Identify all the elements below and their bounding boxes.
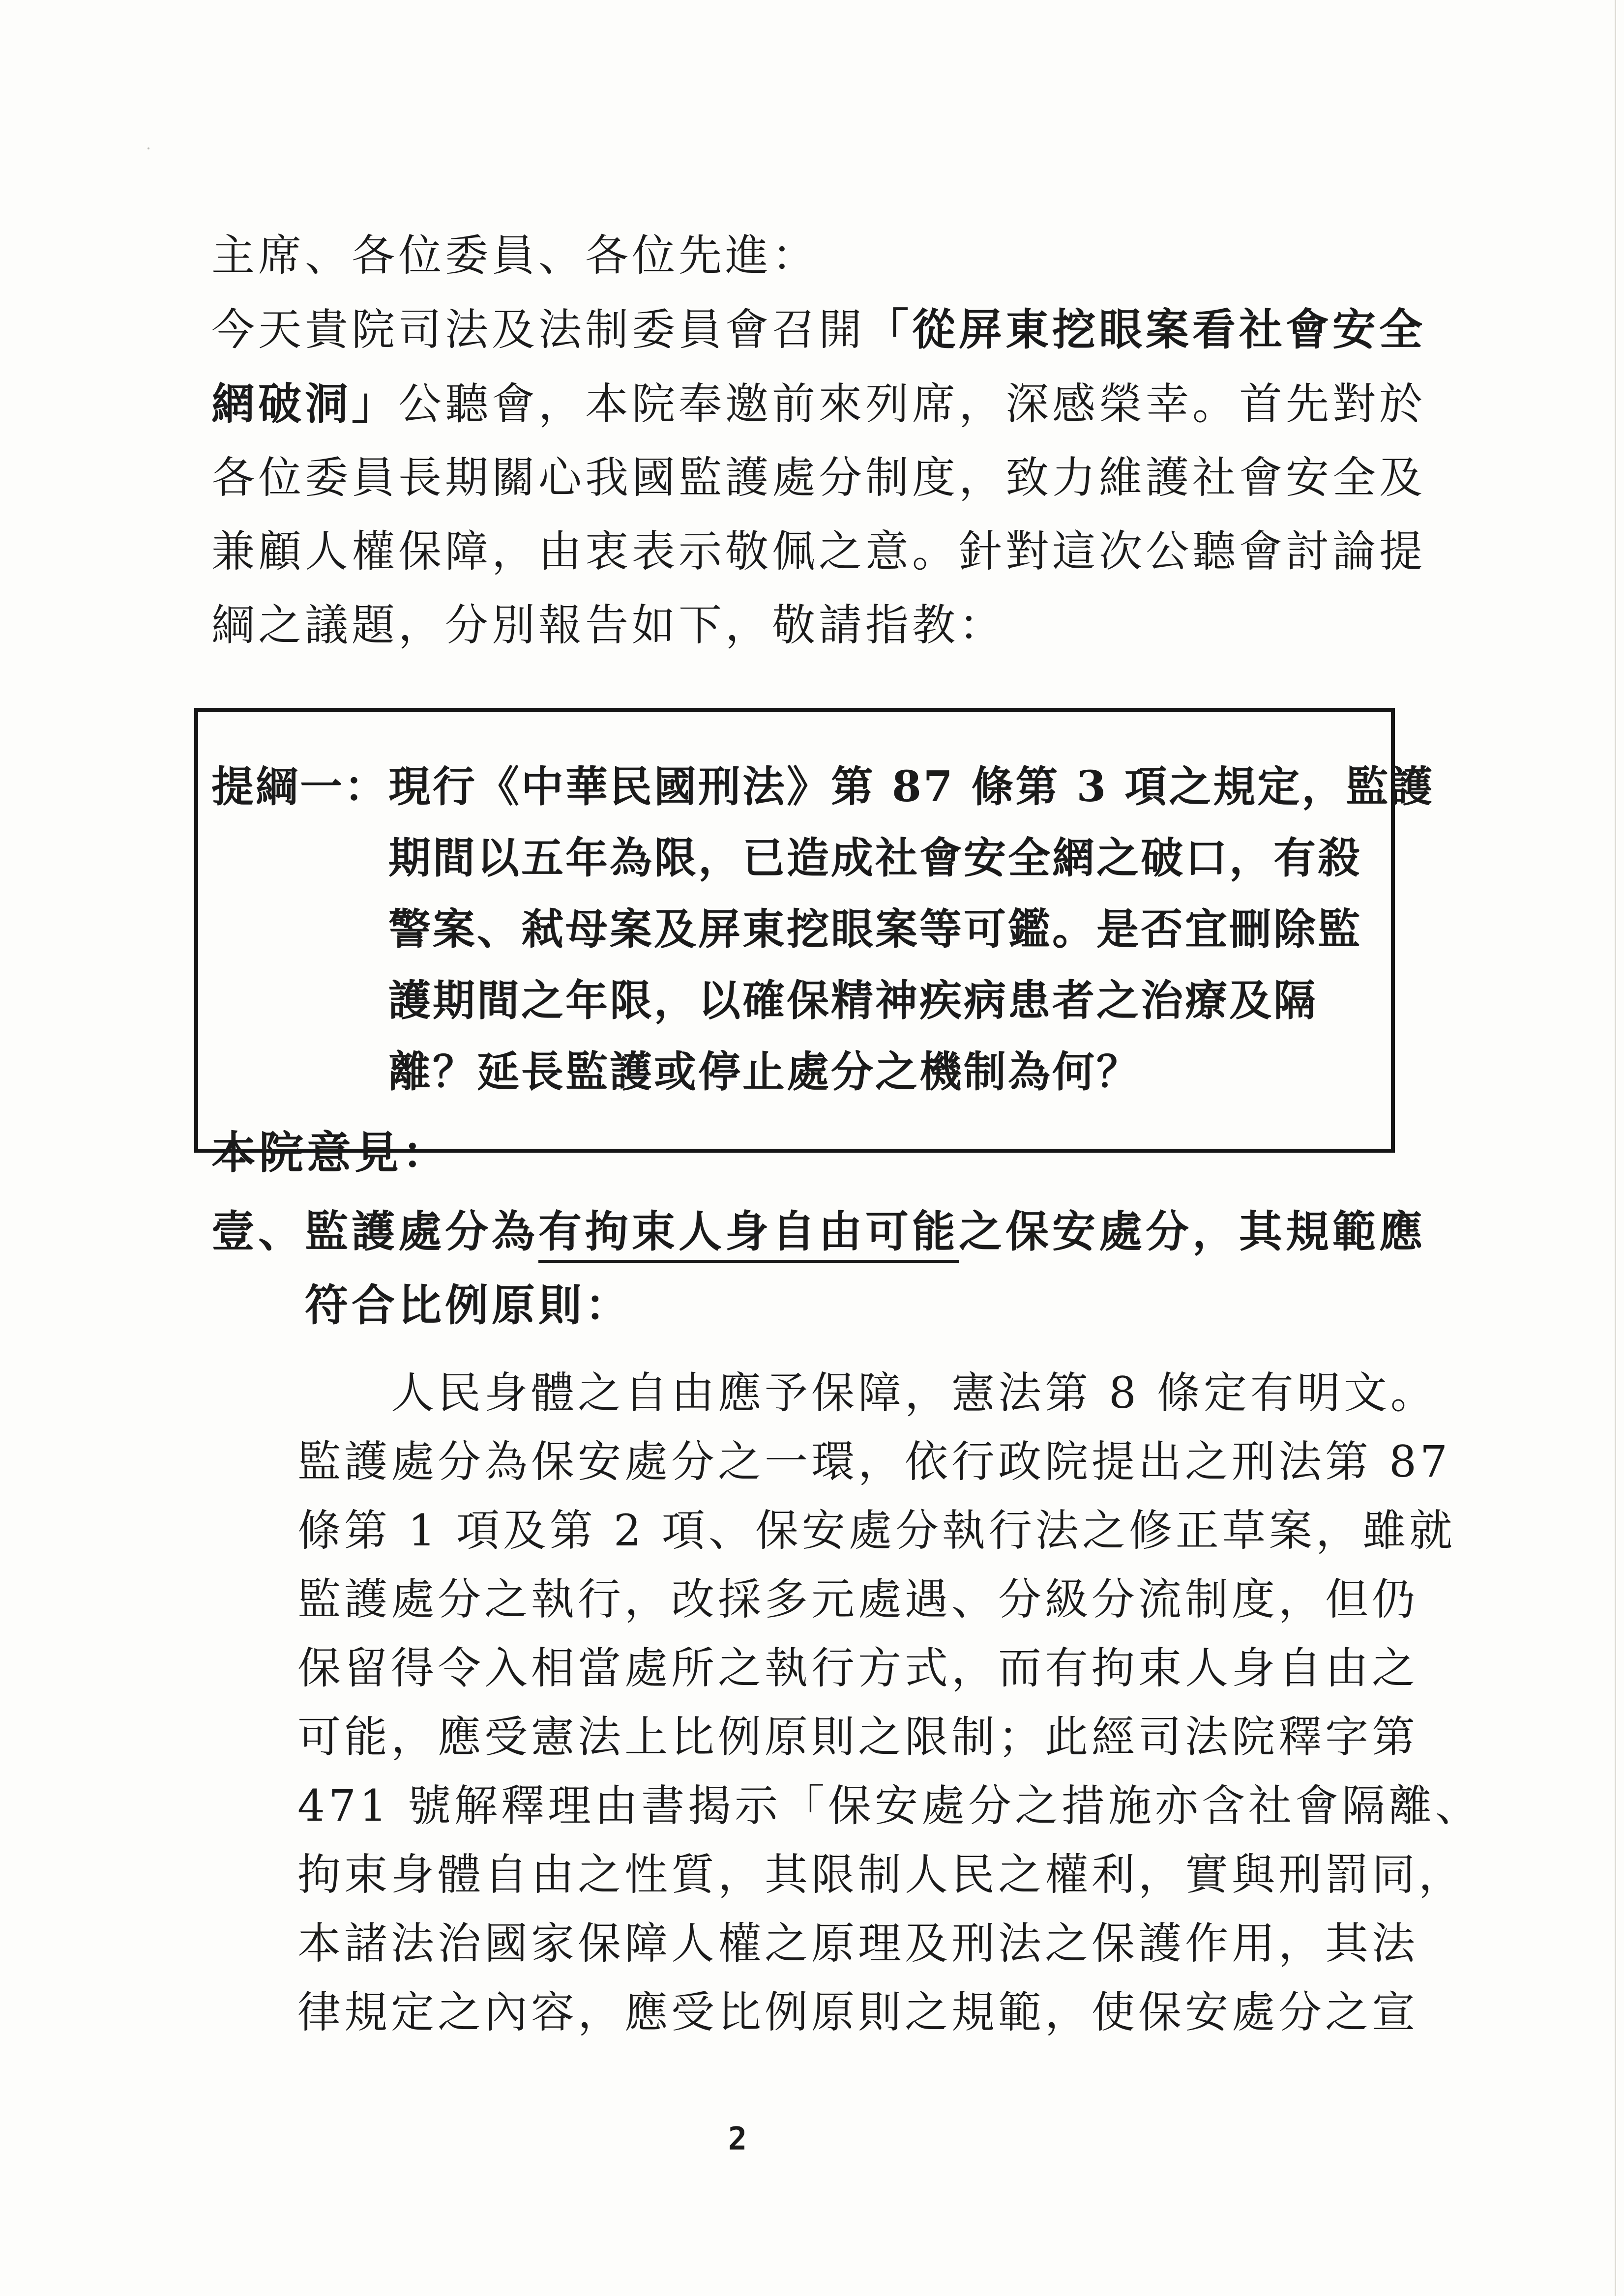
intro-line-5: 兼顧人權保障，由衷表示敬佩之意。針對這次公聽會討論提 xyxy=(211,526,1426,577)
topic-box-line-4: 護期間之年限，以確保精神疾病患者之治療及隔 xyxy=(388,976,1318,1025)
topic-box-line-3: 警案、弒母案及屏東挖眼案等可鑑。是否宜刪除監 xyxy=(388,904,1362,954)
body-line-3: 條第 1 項及第 2 項、保安處分執行法之修正草案，雖就 xyxy=(297,1505,1456,1556)
body-line-5: 保留得令入相當處所之執行方式，而有拘束人身自由之 xyxy=(297,1643,1419,1693)
body-line-10: 律規定之內容，應受比例原則之規範，使保安處分之宣 xyxy=(297,1987,1419,2037)
intro-paragraph xyxy=(211,219,1470,662)
court-opinion-heading: 本院意見： xyxy=(211,1127,450,1179)
intro-salutation xyxy=(211,219,1470,292)
intro-line-4: 各位委員長期關心我國監護處分制度，致力維護社會安全及 xyxy=(211,452,1426,503)
intro-line-2 xyxy=(211,292,1470,367)
hearing-title-part1: 「從屏東挖眼案看社會安全 xyxy=(865,304,1426,355)
intro-line-6: 綱之議題，分別報告如下，敬請指教： xyxy=(211,600,1006,650)
intro-line-3 xyxy=(211,367,1470,441)
body-line-2: 監護處分為保安處分之一環，依行政院提出之刑法第 87 xyxy=(297,1436,1451,1487)
section-one-title-post: 之保安處分，其規範應 xyxy=(959,1206,1426,1257)
scan-edge-artifact xyxy=(1615,0,1616,2296)
intro-line2-normal: 今天貴院司法及法制委員會召開 xyxy=(211,304,866,355)
topic-box-line-5: 離？延長監護或停止處分之機制為何？ xyxy=(388,1047,1141,1097)
body-line-6: 可能，應受憲法上比例原則之限制；此經司法院釋字第 xyxy=(297,1712,1419,1762)
topic-box-line-2: 期間以五年為限，已造成社會安全網之破口，有殺 xyxy=(388,833,1362,883)
section-one-heading xyxy=(211,1194,1470,1342)
section-one-title-pre: 監護處分為 xyxy=(305,1206,539,1257)
section-one-title-line1 xyxy=(211,1194,1470,1268)
section-one-numbering: 壹、 xyxy=(211,1206,305,1257)
body-line-1: 人民身體之自由應予保障，憲法第 8 條定有明文。 xyxy=(391,1367,1437,1418)
topic-one-box xyxy=(194,708,1435,1153)
topic-box-label: 提綱一： xyxy=(211,762,388,812)
intro-line3-normal: 公聽會，本院奉邀前來列席，深感榮幸。首先對於 xyxy=(398,378,1426,429)
body-line-9: 本諸法治國家保障人權之原理及刑法之保護作用，其法 xyxy=(297,1918,1419,1969)
body-line-7: 471 號解釋理由書揭示「保安處分之措施亦含社會隔離、 xyxy=(297,1780,1482,1831)
body-line-8: 拘束身體自由之性質，其限制人民之權利，實與刑罰同， xyxy=(297,1849,1466,1900)
section-one-title-line2: 符合比例原則： xyxy=(305,1279,632,1331)
salutation-text: 主席、各位委員、各位先進： xyxy=(211,230,819,281)
scan-speckles xyxy=(148,147,149,149)
topic-box-line-1 xyxy=(211,751,1435,822)
section-one-title-underlined: 有拘束人身自由可能 xyxy=(538,1206,959,1263)
page-number: 2 xyxy=(728,2121,747,2157)
topic-box-line1-text: 現行《中華民國刑法》第 87 條第 3 項之規定，監護 xyxy=(388,762,1435,812)
body-line-4: 監護處分之執行，改採多元處遇、分級分流制度，但仍 xyxy=(297,1574,1419,1625)
body-paragraph xyxy=(297,1359,1482,2047)
hearing-title-part2: 網破洞」 xyxy=(211,378,399,429)
